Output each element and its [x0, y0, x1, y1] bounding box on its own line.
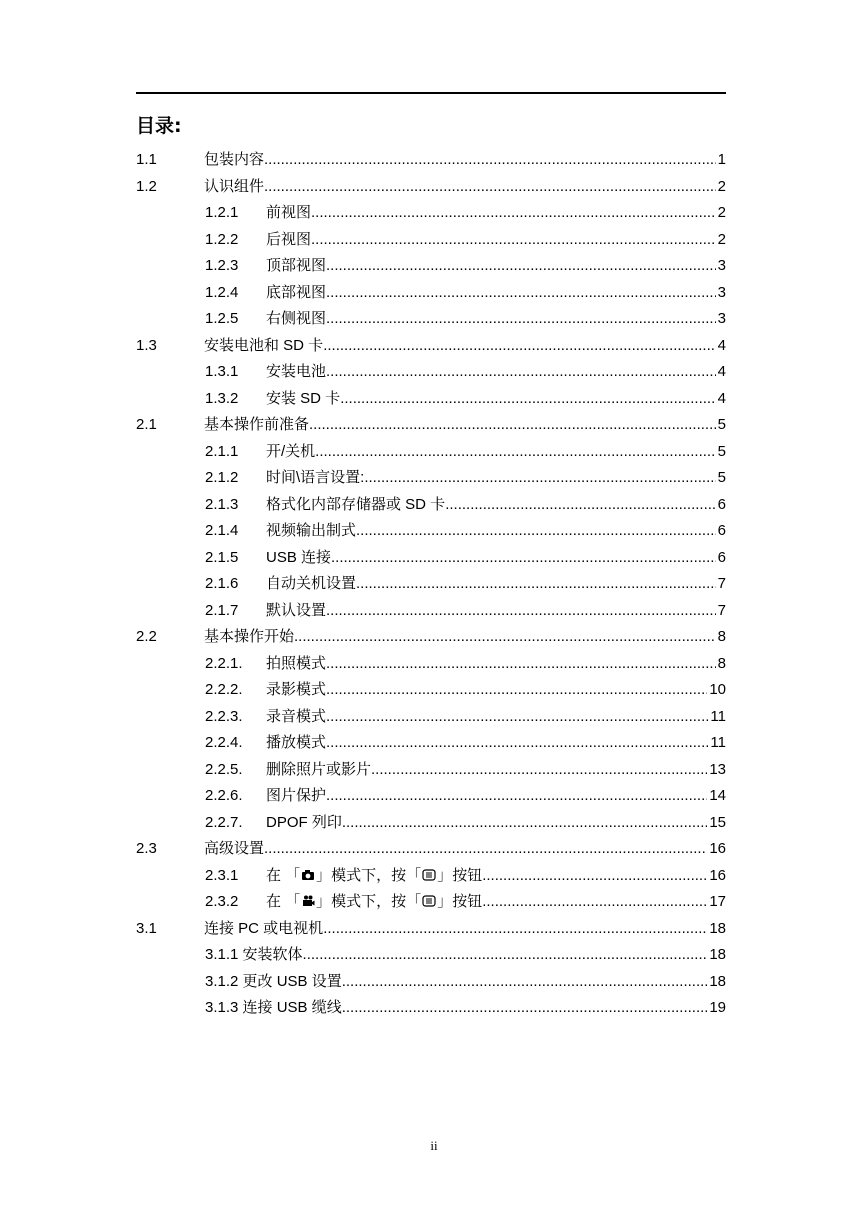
- dot-leader: [326, 306, 716, 332]
- toc-entry-page: 5: [717, 469, 726, 486]
- dot-leader: [356, 571, 716, 597]
- toc-entry-title: 3.1.3 连接 USB 缆线: [205, 999, 342, 1016]
- toc-entry[interactable]: [0, 492, 868, 518]
- toc-entry-title: 顶部视图: [266, 257, 327, 274]
- dot-leader: [323, 916, 707, 942]
- dot-leader: [326, 783, 707, 809]
- toc-entry[interactable]: [0, 916, 868, 942]
- dot-leader: [326, 359, 716, 385]
- toc-entry[interactable]: [0, 704, 868, 730]
- toc-heading: 目录:: [136, 115, 182, 137]
- dot-leader: [326, 280, 716, 306]
- toc-entry-title: 格式化内部存储器或 SD 卡: [266, 495, 446, 513]
- toc-entry[interactable]: [0, 439, 868, 465]
- toc-entry[interactable]: [0, 942, 868, 968]
- dot-leader: [340, 386, 715, 412]
- toc-entry-title: 后视图: [266, 230, 312, 248]
- toc-entry[interactable]: [0, 200, 868, 226]
- toc-entry-title: 高级设置: [204, 840, 265, 857]
- toc-entry-number: 1.3: [136, 336, 157, 354]
- toc-entry-number: 1.2.5: [205, 310, 239, 327]
- toc-entry[interactable]: [0, 783, 868, 809]
- toc-entry[interactable]: [0, 598, 868, 624]
- dot-leader: [311, 227, 716, 253]
- toc-entry-page: 10: [709, 681, 726, 698]
- toc-entry-page: 2: [717, 230, 726, 248]
- toc-entry-title: 连接 PC 或电视机: [204, 919, 324, 937]
- toc-entry-title: 图片保护: [266, 787, 327, 804]
- toc-entry-number: 2.2.1.: [205, 654, 243, 672]
- toc-entry-number: 3.1: [136, 919, 157, 937]
- toc-entry-title: 底部视图: [266, 283, 327, 301]
- toc-entry[interactable]: [0, 386, 868, 412]
- dot-leader: [294, 624, 716, 650]
- toc-entry-title: DPOF 列印: [266, 813, 342, 831]
- toc-entry[interactable]: [0, 306, 868, 332]
- toc-entry-page: 13: [709, 760, 726, 778]
- dot-leader: [482, 863, 707, 889]
- toc-entry[interactable]: [0, 280, 868, 306]
- toc-entry-number: 2.1: [136, 416, 157, 433]
- camera-icon: [301, 869, 315, 881]
- toc-entry-page: 3: [717, 310, 726, 327]
- toc-entry-number: 1.1: [136, 151, 157, 168]
- toc-entry-page: 3: [717, 283, 726, 301]
- toc-entry-page: 11: [710, 707, 726, 725]
- toc-entry[interactable]: [0, 174, 868, 200]
- toc-entry-number: 1.2: [136, 177, 157, 195]
- toc-entry-number: 1.3.1: [205, 363, 239, 380]
- toc-entry-title: 默认设置: [266, 601, 327, 619]
- toc-entry-page: 16: [709, 866, 726, 884]
- dot-leader: [342, 995, 708, 1021]
- toc-entry[interactable]: [0, 730, 868, 756]
- dot-leader: [326, 253, 716, 279]
- toc-entry-title: [266, 889, 482, 915]
- toc-entry-title: 删除照片或影片: [266, 760, 372, 778]
- toc-entry-title: 右侧视图: [266, 310, 327, 327]
- toc-entry[interactable]: [0, 333, 868, 359]
- toc-entry-number: 2.1.7: [205, 601, 239, 619]
- toc-entry-page: 7: [717, 601, 726, 619]
- toc-entry-title: 3.1.2 更改 USB 设置: [205, 972, 342, 990]
- toc-entry-page: 5: [717, 442, 726, 460]
- toc-entry[interactable]: [0, 677, 868, 703]
- toc-entry-page: 2: [717, 177, 726, 195]
- toc-entry-page: 18: [709, 919, 726, 937]
- dot-leader: [342, 969, 708, 995]
- toc-entry[interactable]: [0, 995, 868, 1021]
- dot-leader: [264, 147, 716, 173]
- toc-entry-page: 19: [709, 999, 726, 1016]
- toc-entry-number: 1.2.2: [205, 230, 239, 248]
- toc-entry[interactable]: [0, 147, 868, 173]
- toc-entry-page: 3: [717, 257, 726, 274]
- toc-entry-page: 8: [717, 628, 726, 645]
- toc-entry[interactable]: [0, 465, 868, 491]
- title-prefix: 在 「: [266, 893, 301, 910]
- toc-entry[interactable]: [0, 624, 868, 650]
- dot-leader: [326, 730, 708, 756]
- dot-leader: [323, 333, 715, 359]
- toc-entry-title: 3.1.1 安装软体: [205, 946, 303, 963]
- video-camera-icon: [301, 895, 315, 907]
- toc-entry-number: 2.1.6: [205, 575, 239, 592]
- dot-leader: [326, 651, 716, 677]
- toc-entry[interactable]: [0, 889, 868, 915]
- dot-leader: [364, 465, 715, 491]
- toc-entry-title: 认识组件: [204, 177, 265, 195]
- toc-entry-number: 2.2.6.: [205, 787, 243, 804]
- toc-entry-number: 2.2: [136, 628, 157, 645]
- toc-entry-page: 8: [717, 654, 726, 672]
- toc-entry-page: 6: [717, 548, 726, 566]
- toc-entry-title: 播放模式: [266, 734, 327, 751]
- toc-entry-page: 5: [717, 416, 726, 433]
- toc-entry-title: 基本操作前准备: [204, 416, 310, 433]
- toc-entry[interactable]: [0, 412, 868, 438]
- menu-icon: [422, 895, 436, 907]
- toc-entry-page: 4: [717, 363, 726, 380]
- title-prefix: 在 「: [266, 866, 301, 884]
- toc-entry-title: [266, 863, 482, 889]
- dot-leader: [326, 677, 707, 703]
- toc-entry-number: 2.1.5: [205, 548, 239, 566]
- dot-leader: [315, 439, 715, 465]
- toc-entry-title: 时间\语言设置:: [266, 469, 365, 486]
- toc-entry[interactable]: [0, 545, 868, 571]
- toc-entry-number: 2.1.4: [205, 522, 239, 539]
- toc-entry-page: 1: [717, 151, 726, 168]
- toc-entry-title: 包装内容: [204, 151, 265, 168]
- title-middle: 」模式下，按「: [316, 893, 422, 910]
- toc-entry-number: 2.3.2: [205, 893, 239, 910]
- dot-leader: [342, 810, 707, 836]
- dot-leader: [482, 889, 707, 915]
- toc-entry-page: 4: [717, 389, 726, 407]
- toc-entry[interactable]: [0, 571, 868, 597]
- toc-entry-title: 安装电池和 SD 卡: [204, 336, 324, 354]
- toc-entry[interactable]: [0, 863, 868, 889]
- dot-leader: [264, 174, 716, 200]
- toc-entry-title: 自动关机设置: [266, 575, 357, 592]
- toc-entry-title: 拍照模式: [266, 654, 327, 672]
- toc-entry[interactable]: [0, 969, 868, 995]
- menu-icon: [422, 869, 436, 881]
- toc-entry-number: 1.2.3: [205, 257, 239, 274]
- toc-entry-title: 视频输出制式: [266, 522, 357, 539]
- title-suffix: 」按钮: [437, 893, 483, 910]
- dot-leader: [326, 598, 716, 624]
- toc-entry-number: 2.2.3.: [205, 707, 243, 725]
- toc-entry-number: 2.2.5.: [205, 760, 243, 778]
- toc-entry-page: 11: [710, 734, 726, 751]
- title-suffix: 」按钮: [437, 866, 483, 884]
- toc-entry-number: 2.2.2.: [205, 681, 243, 698]
- dot-leader: [264, 836, 707, 862]
- toc-entry-page: 15: [709, 813, 726, 831]
- dot-leader: [311, 200, 716, 226]
- dot-leader: [303, 942, 708, 968]
- toc-entry-title: 录影模式: [266, 681, 327, 698]
- toc-entry-title: 录音模式: [266, 707, 327, 725]
- toc-entry-title: USB 连接: [266, 548, 332, 566]
- toc-entry-page: 17: [709, 893, 726, 910]
- toc-entry-number: 2.1.3: [205, 495, 239, 513]
- toc-entry-title: 安装电池: [266, 363, 327, 380]
- toc-entry-page: 4: [717, 336, 726, 354]
- dot-leader: [371, 757, 707, 783]
- top-rule: [136, 92, 726, 94]
- dot-leader: [326, 704, 708, 730]
- toc-entry-title: 基本操作开始: [204, 628, 295, 645]
- toc-entry-number: 2.1.1: [205, 442, 239, 460]
- toc-entry[interactable]: [0, 836, 868, 862]
- toc-entry-page: 18: [709, 946, 726, 963]
- toc-entry-number: 2.2.7.: [205, 813, 243, 831]
- toc-entry-number: 2.2.4.: [205, 734, 243, 751]
- toc-entry-number: 1.3.2: [205, 389, 239, 407]
- toc-entry-page: 2: [717, 204, 726, 221]
- toc-entry[interactable]: [0, 810, 868, 836]
- toc-entry[interactable]: [0, 651, 868, 677]
- toc-entry[interactable]: [0, 227, 868, 253]
- page-number: ii: [430, 1138, 438, 1153]
- toc-entry-page: 6: [717, 495, 726, 513]
- dot-leader: [356, 518, 716, 544]
- toc-entry-title: 前视图: [266, 204, 312, 221]
- toc-entry-number: 2.3.1: [205, 866, 239, 884]
- toc-entry[interactable]: [0, 518, 868, 544]
- toc-entry[interactable]: [0, 253, 868, 279]
- title-middle: 」模式下，按「: [316, 866, 422, 884]
- toc-entry-title: 安装 SD 卡: [266, 389, 341, 407]
- dot-leader: [331, 545, 716, 571]
- toc-entry-number: 2.3: [136, 840, 157, 857]
- toc-entry-page: 14: [709, 787, 726, 804]
- toc-entry[interactable]: [0, 757, 868, 783]
- toc-entry-page: 18: [709, 972, 726, 990]
- toc-entry[interactable]: [0, 359, 868, 385]
- toc-entry-page: 6: [717, 522, 726, 539]
- toc-entry-number: 1.2.1: [205, 204, 239, 221]
- toc-entry-number: 1.2.4: [205, 283, 239, 301]
- dot-leader: [309, 412, 716, 438]
- toc-entry-page: 16: [709, 840, 726, 857]
- toc-entry-number: 2.1.2: [205, 469, 239, 486]
- toc-entry-title: 开/关机: [266, 442, 316, 460]
- dot-leader: [445, 492, 715, 518]
- toc-entry-page: 7: [717, 575, 726, 592]
